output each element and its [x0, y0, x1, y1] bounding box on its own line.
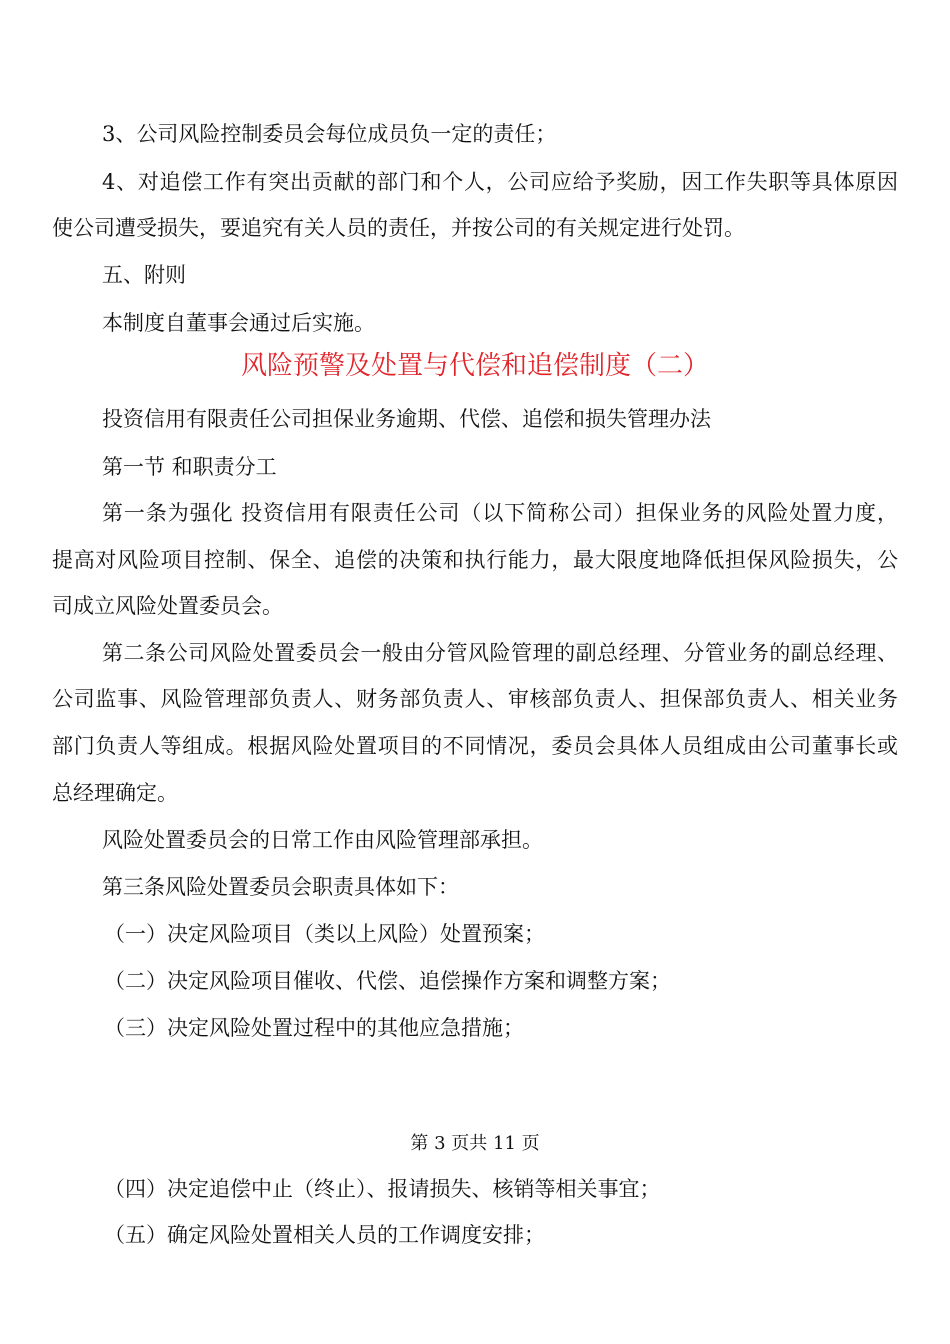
paragraph-daily-work: 风险处置委员会的日常工作由风险管理部承担。 [102, 828, 543, 852]
section-heading-first: 第一节 和职责分工 [102, 455, 277, 479]
page-number-footer: 第 3 页共 11 页 [410, 1133, 540, 1154]
list-item-2: （二）决定风险项目催收、代偿、追偿操作方案和调整方案； [104, 969, 671, 993]
list-item-1: （一）决定风险项目（类以上风险）处置预案； [104, 922, 545, 946]
article-1-line-1: 第一条为强化 投资信用有限责任公司（以下简称公司）担保业务的风险处置力度， [102, 501, 898, 525]
list-item-3: （三）决定风险处置过程中的其他应急措施； [104, 1016, 524, 1040]
article-1-line-3: 司成立风险处置委员会。 [52, 594, 283, 618]
article-2-line-2: 公司监事、风险管理部负责人、财务部负责人、审核部负责人、担保部负责人、相关业务 [52, 687, 898, 711]
paragraph-subtitle: 投资信用有限责任公司担保业务逾期、代偿、追偿和损失管理办法 [102, 407, 711, 431]
article-2-line-3: 部门负责人等组成。根据风险处置项目的不同情况，委员会具体人员组成由公司董事长或 [52, 734, 898, 758]
document-title: 风险预警及处置与代偿和追偿制度（二） [240, 351, 709, 381]
paragraph-item-3: 3、公司风险控制委员会每位成员负一定的责任； [102, 122, 557, 146]
paragraph-item-4-line-2: 使公司遭受损失，要追究有关人员的责任，并按公司的有关规定进行处罚。 [52, 216, 745, 240]
paragraph-effective: 本制度自董事会通过后实施。 [102, 311, 375, 335]
article-3: 第三条风险处置委员会职责具体如下： [102, 875, 459, 899]
list-item-4: （四）决定追偿中止（终止）、报请损失、核销等相关事宜； [104, 1177, 661, 1201]
section-heading-appendix: 五、附则 [102, 263, 186, 287]
article-2-line-1: 第二条公司风险处置委员会一般由分管风险管理的副总经理、分管业务的副总经理、 [102, 641, 898, 665]
article-2-line-4: 总经理确定。 [52, 781, 178, 805]
article-1-line-2: 提高对风险项目控制、保全、追偿的决策和执行能力，最大限度地降低担保风险损失，公 [52, 548, 898, 572]
list-item-5: （五）确定风险处置相关人员的工作调度安排； [104, 1223, 545, 1247]
paragraph-item-4-line-1: 4、对追偿工作有突出贡献的部门和个人，公司应给予奖励，因工作失职等具体原因 [102, 170, 898, 194]
